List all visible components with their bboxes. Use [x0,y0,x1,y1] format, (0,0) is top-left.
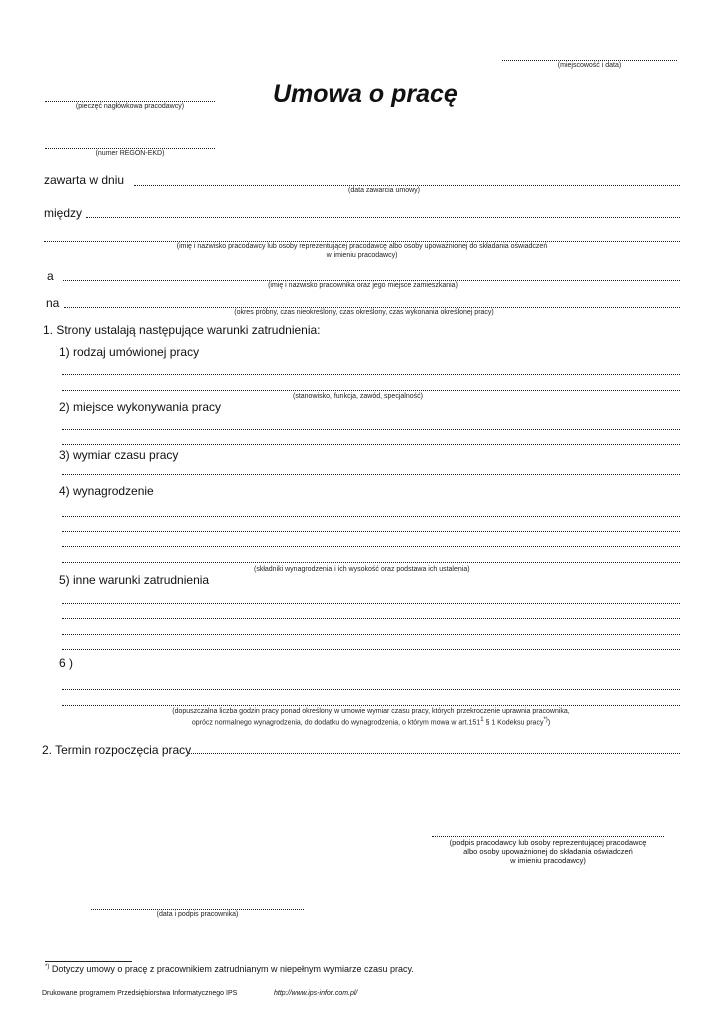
employer-signature-line[interactable] [432,836,664,837]
concluded-label: zawarta w dniu [44,173,125,187]
item2-label: 2) miejsce wykonywania pracy [59,400,222,414]
footnote-rule [45,961,132,962]
item6-label: 6 ) [59,656,74,670]
item5-label: 5) inne warunki zatrudnienia [59,573,210,587]
item4-hint: (składniki wynagrodzenia i ich wysokość oraz podstawa ich ustalenia) [254,566,470,573]
employee-field[interactable] [63,280,680,281]
item1-line-1[interactable] [62,374,680,375]
period-field[interactable] [64,307,680,308]
employer-field[interactable] [44,241,680,242]
period-hint: (okres próbny, czas nieokreślony, czas określony, czas wykonania określonej pracy) [234,309,494,316]
item2-line-1[interactable] [62,429,680,430]
stamp-hint: (pieczęć nagłówkowa pracodawcy) [75,103,185,110]
item4-label: 4) wynagrodzenie [59,484,154,498]
item4-line-4[interactable] [62,562,680,563]
item6-hint-sup1: 1 [480,717,484,723]
item6-hint-2 [62,717,680,726]
item4-line-3[interactable] [62,546,680,547]
item6-line-2[interactable] [62,705,680,706]
item6-hint-2b: § 1 Kodeksu pracy [483,719,544,727]
section2-heading: 2. Termin rozpoczęcia pracy [42,743,192,757]
item6-hint-1: (dopuszczalna liczba godzin pracy ponad określony w umowie wymiar czasu pracy, których przekroczenie uprawnia pracownika, [172,708,570,715]
concluded-date-field[interactable] [134,185,680,186]
footnote-text: Dotyczy umowy o pracę z pracownikiem zatrudnianym w niepełnym wymiarze czasu pracy. [51,964,414,974]
item5-line-3[interactable] [62,634,680,635]
employer-hint-1: (imię i nazwisko pracodawcy lub osoby reprezentującej pracodawcę albo osoby upoważnionej do składania oświadczeń [176,243,548,250]
item3-label: 3) wymiar czasu pracy [59,448,179,462]
item3-line[interactable] [62,474,680,475]
item1-hint: (stanowisko, funkcja, zawód, specjalność) [293,393,423,400]
employee-signature-hint: (data i podpis pracownika) [156,911,239,918]
item1-label: 1) rodzaj umówionej pracy [59,345,200,359]
employer-signature-hint-1: (podpis pracodawcy lub osoby reprezentującej pracodawcę [449,838,647,847]
item6-hint-sup2: *) [543,717,548,723]
item6-hint-2a: oprócz normalnego wynagrodzenia, do dodatku do wynagrodzenia, o którym mowa w art.151 [191,719,481,727]
between-label: między [44,206,83,220]
item5-line-4[interactable] [62,649,680,650]
employer-signature-hint-3: w imieniu pracodawcy) [510,856,586,865]
footnote [45,964,414,974]
item4-line-2[interactable] [62,531,680,532]
place-date-hint: (miejscowość i data) [557,62,622,69]
printed-by: Drukowane programem Przedsiębiorstwa Informatycznego IPS [42,990,238,997]
section1-heading: 1. Strony ustalają następujące warunki zatrudnienia: [43,323,321,337]
page-title: Umowa o pracę [273,80,458,108]
for-label: na [46,296,60,310]
item1-line-2[interactable] [62,390,680,391]
employer-signature-hint-2: albo osoby upoważnionej do składania oświadczeń [463,847,633,856]
concluded-hint: (data zawarcia umowy) [348,187,420,194]
employee-hint: (imię i nazwisko pracownika oraz jego miejsce zamieszkania) [268,282,458,289]
footnote-mark: *) [45,964,50,970]
item4-line-1[interactable] [62,516,680,517]
start-date-field[interactable] [189,753,680,754]
footer-url[interactable]: http://www.ips-infor.com.pl/ [274,990,358,997]
stamp-line[interactable] [45,101,215,102]
item6-line-1[interactable] [62,689,680,690]
item5-line-1[interactable] [62,603,680,604]
employer-hint-2: w imieniu pracodawcy) [326,252,398,259]
regon-line[interactable] [45,148,215,149]
item2-line-2[interactable] [62,444,680,445]
place-date-line[interactable] [502,60,677,61]
and-label: a [47,269,54,283]
regon-hint: (numer REGON-EKD) [95,150,165,157]
employee-signature-line[interactable] [91,909,304,910]
item6-hint-2c: ) [547,719,551,727]
item5-line-2[interactable] [62,618,680,619]
between-field[interactable] [86,217,680,218]
